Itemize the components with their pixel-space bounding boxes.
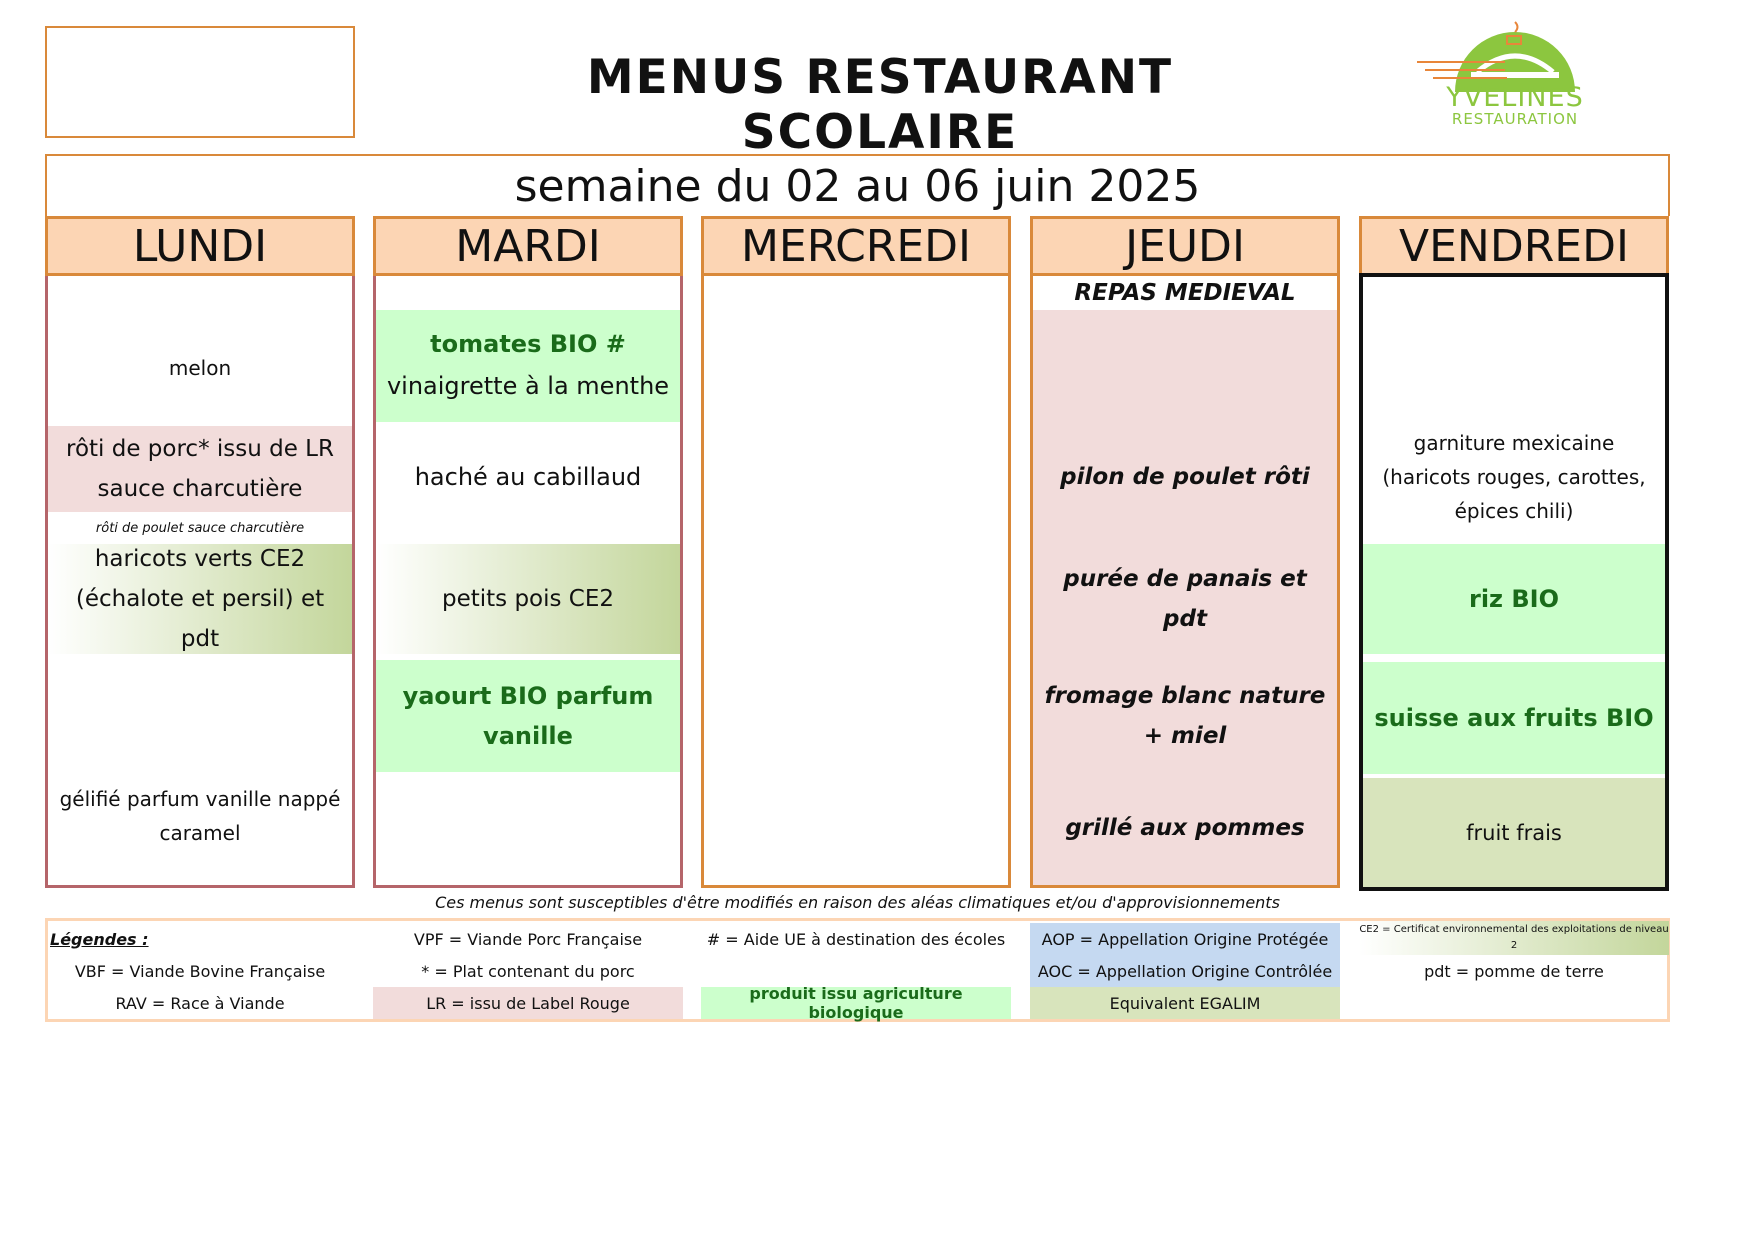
mardi-starter-dressing: vinaigrette à la menthe <box>386 372 670 400</box>
lundi-dessert: gélifié parfum vanille nappé caramel <box>59 787 341 845</box>
disclaimer-note: Ces menus sont susceptibles d'être modifiés en raison des aléas climatiques et/ou d'approvisionnements <box>435 893 1280 912</box>
week-banner <box>45 154 1670 216</box>
vendredi-dessert: fruit frais <box>1363 778 1665 887</box>
day-header-jeudi: JEUDI <box>1030 216 1340 276</box>
legend-aide-ue: # = Aide UE à destination des écoles <box>706 929 1006 949</box>
jeudi-main: pilon de poulet rôti <box>1060 464 1310 490</box>
page-title: MENUS RESTAURANT SCOLAIRE <box>586 50 1174 160</box>
legend-title: Légendes : <box>50 929 149 949</box>
lundi-main: rôti de porc* issu de LR sauce charcutière <box>48 426 352 512</box>
vendredi-side: riz BIO <box>1363 544 1665 654</box>
legend-bio: produit issu agriculture biologique <box>701 987 1011 1019</box>
legend-aoc: AOC = Appellation Origine Contrôlée <box>1030 955 1340 987</box>
mardi-starter-bio: tomates BIO # <box>430 330 626 358</box>
legend-lr: LR = issu de Label Rouge <box>373 987 683 1019</box>
legend-egalim: Equivalent EGALIM <box>1030 987 1340 1019</box>
day-header-mercredi: MERCREDI <box>701 216 1011 276</box>
column-mercredi <box>701 276 1011 888</box>
lundi-side: haricots verts CE2 (échalote et persil) et pdt <box>48 544 352 654</box>
jeudi-dessert: grillé aux pommes <box>1065 815 1305 841</box>
lundi-main-alt: rôti de poulet sauce charcutière <box>95 520 305 536</box>
legend-vbf: VBF = Viande Bovine Française <box>74 961 326 981</box>
legend-ce2: CE2 = Certificat environnemental des exploitations de niveau 2 <box>1359 921 1669 955</box>
logo-text-yvelines: YVELINES <box>1446 82 1584 113</box>
mardi-dairy: yaourt BIO parfum vanille <box>376 660 680 772</box>
jeudi-theme: REPAS MEDIEVAL <box>1033 276 1337 310</box>
legend-rav: RAV = Race à Viande <box>115 993 285 1013</box>
mardi-side: petits pois CE2 <box>376 544 680 654</box>
vendredi-main: garniture mexicaine (haricots rouges, carottes, épices chili) <box>1382 431 1646 523</box>
legend-aop: AOP = Appellation Origine Protégée <box>1030 923 1340 955</box>
day-header-vendredi: VENDREDI <box>1359 216 1669 276</box>
legend-pdt: pdt = pomme de terre <box>1424 961 1604 981</box>
jeudi-dairy: fromage blanc nature + miel <box>1044 683 1326 749</box>
mardi-main: haché au cabillaud <box>414 463 642 491</box>
empty-info-box <box>45 26 355 138</box>
lundi-starter: melon <box>168 356 232 380</box>
logo-text-restauration: RESTAURATION <box>1451 110 1579 128</box>
jeudi-side: purée de panais et pdt <box>1063 566 1307 632</box>
vendredi-dairy: suisse aux fruits BIO <box>1363 662 1665 774</box>
week-label: semaine du 02 au 06 juin 2025 <box>514 160 1201 212</box>
day-header-mardi: MARDI <box>373 216 683 276</box>
legend-vpf: VPF = Viande Porc Française <box>413 929 643 949</box>
legend-porc: * = Plat contenant du porc <box>421 961 635 981</box>
day-header-lundi: LUNDI <box>45 216 355 276</box>
